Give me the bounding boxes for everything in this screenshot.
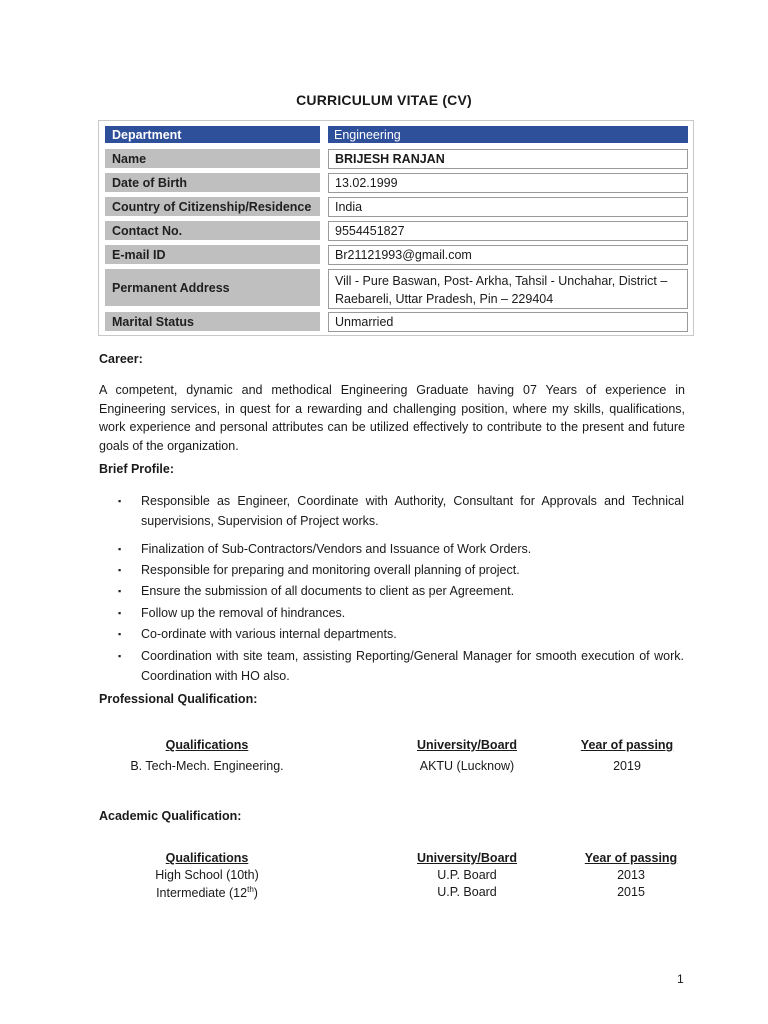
bullet-icon: ▪ [118,608,122,618]
address-line: Vill - Pure Baswan, Post- Arkha, Tahsil - Unchahar, District – [335,274,668,288]
column-header: Year of passing [584,851,678,865]
column-header: Year of passing [580,738,674,752]
info-label: E-mail ID [105,245,320,264]
bullet-icon: ▪ [118,651,122,661]
bullet-icon: ▪ [118,565,122,575]
qualification-text-end: ) [253,886,258,901]
qualification-cell [127,885,287,900]
profile-item-text: Responsible for preparing and monitoring overall planning of project. [141,563,520,577]
superscript: th [247,885,254,894]
year-cell: 2013 [617,868,645,882]
column-header: University/Board [416,738,518,752]
info-value: Engineering [328,126,688,143]
academic-qualification-heading: Academic Qualification: [99,809,242,823]
qualification-cell: High School (10th) [155,868,259,882]
info-label: Permanent Address [105,269,320,306]
info-label: Marital Status [105,312,320,331]
board-cell: U.P. Board [437,885,497,899]
profile-item-text: Coordination with site team, assisting Reporting/General Manager for smooth execution of work. Coordination with HO also. [141,649,684,683]
document-title: CURRICULUM VITAE (CV) [296,92,472,108]
info-value-address [328,269,688,309]
info-value: India [328,197,688,217]
profile-list-item [118,647,684,686]
career-paragraph: A competent, dynamic and methodical Engineering Graduate having 07 Years of experience in Engineering services, in quest for a rewarding and challenging position, where my skills, qualifications, work experience and personal attributes can be utilized effectively to contribute to the present and future goals of the organization. [99,383,685,453]
info-value: 13.02.1999 [328,173,688,193]
info-value: Unmarried [328,312,688,332]
personal-info-table [98,120,694,336]
profile-item-text: Responsible as Engineer, Coordinate with Authority, Consultant for Approvals and Technical supervisions, Supervision of Project works. [141,494,684,528]
qualification-text: Intermediate (12 [156,886,248,901]
bullet-icon: ▪ [118,496,122,506]
column-header: Qualifications [165,738,249,752]
year-cell: 2015 [617,885,645,899]
info-label: Contact No. [105,221,320,240]
profile-item-text: Finalization of Sub-Contractors/Vendors and Issuance of Work Orders. [141,542,532,556]
board-cell: AKTU (Lucknow) [419,759,515,773]
board-cell: U.P. Board [437,868,497,882]
info-label: Department [105,126,320,143]
brief-profile-heading: Brief Profile: [99,462,175,476]
qualification-cell: B. Tech-Mech. Engineering. [130,759,284,773]
page-number: 1 [677,972,684,986]
profile-list-item [118,604,684,624]
bullet-icon: ▪ [118,544,122,554]
info-label: Date of Birth [105,173,320,192]
info-label: Name [105,149,320,168]
info-label: Country of Citizenship/Residence [105,197,320,216]
profile-list-item [118,561,684,581]
profile-item-text: Ensure the submission of all documents to client as per Agreement. [141,584,515,598]
career-heading: Career: [99,352,143,366]
bullet-icon: ▪ [118,586,122,596]
profile-list-item [118,625,684,645]
bullet-icon: ▪ [118,629,122,639]
column-header: Qualifications [165,851,249,865]
year-cell: 2019 [613,759,641,773]
profile-list-item [118,582,684,602]
address-line: Raebareli, Uttar Pradesh, Pin – 229404 [335,292,554,306]
professional-qualification-heading: Professional Qualification: [99,692,258,706]
profile-list-item [118,492,684,531]
info-value: 9554451827 [328,221,688,241]
profile-item-text: Follow up the removal of hindrances. [141,606,346,620]
profile-item-text: Co-ordinate with various internal departments. [141,627,397,641]
column-header: University/Board [416,851,518,865]
info-value: Br21121993@gmail.com [328,245,688,265]
profile-list-item [118,540,684,560]
info-value: BRIJESH RANJAN [328,149,688,169]
